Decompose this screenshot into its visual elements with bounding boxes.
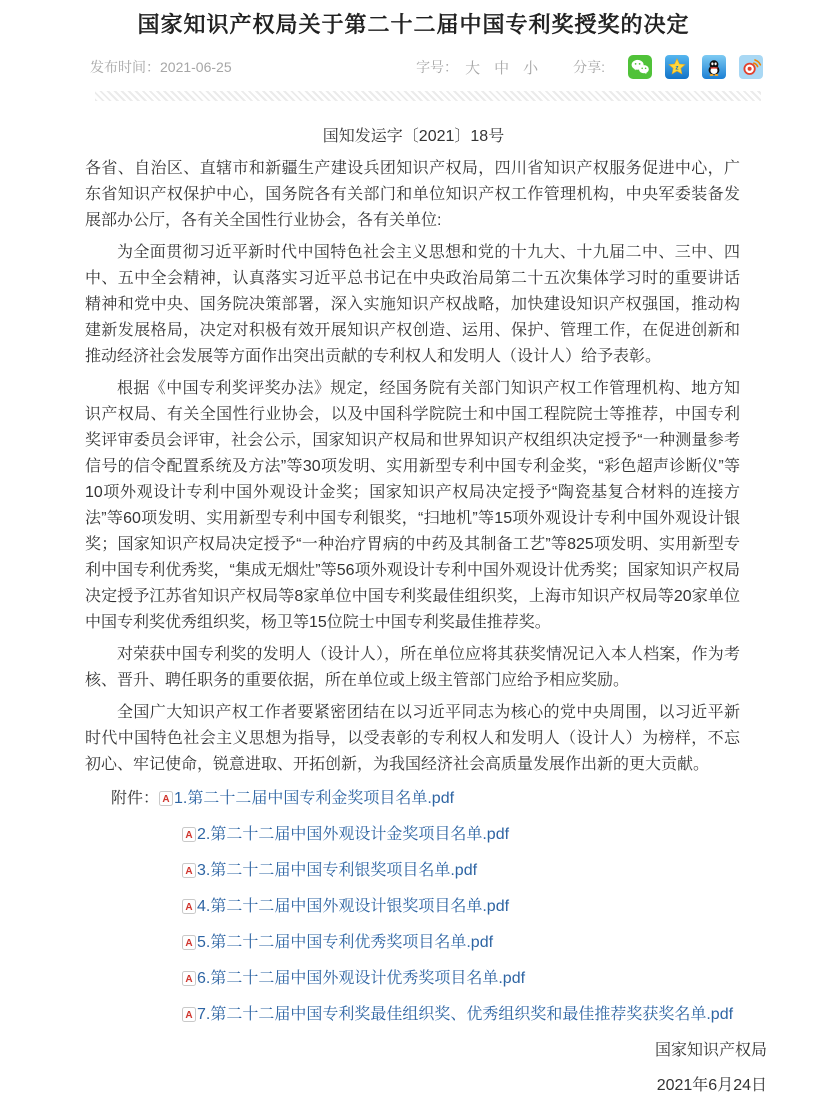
attachments-label: 附件：: [111, 790, 160, 807]
svg-text:A: A: [162, 794, 170, 805]
attachment-row: [111, 1002, 740, 1031]
attachment-row: [111, 894, 740, 923]
paragraph-closing: 全国广大知识产权工作者要紧密团结在以习近平同志为核心的党中央周围，以习近平新时代中国特色社会主义思想为指导，以受表彰的专利权人和发明人（设计人）为榜样，不忘初心、牢记使命，锐意进取、开拓创新，为我国经济社会高质量发展作出新的更大贡献。: [85, 704, 740, 773]
signature-org: 国家知识产权局: [654, 1042, 767, 1059]
attachment-link-5[interactable]: [182, 934, 493, 951]
pdf-icon: [182, 897, 196, 923]
pdf-icon: [182, 861, 196, 887]
attachment-link-4[interactable]: [182, 898, 509, 915]
attachment-row: [111, 930, 740, 959]
share-label: 分享:: [573, 59, 605, 75]
svg-text:A: A: [185, 1010, 193, 1021]
pdf-icon: [159, 789, 173, 815]
svg-text:A: A: [185, 974, 193, 985]
attachment-link-1[interactable]: [159, 790, 454, 807]
svg-text:A: A: [185, 902, 193, 913]
attachment-row: [111, 786, 740, 815]
font-size-small-button[interactable]: 小: [523, 59, 539, 77]
svg-text:A: A: [185, 830, 193, 841]
font-size-label: 字号：: [416, 59, 459, 75]
publish-time: [90, 57, 232, 77]
attachment-row: [111, 966, 740, 995]
svg-text:A: A: [185, 938, 193, 949]
paragraph-preamble: 为全面贯彻习近平新时代中国特色社会主义思想和党的十九大、十九届二中、三中、四中、五中全会精神，认真落实习近平总书记在中央政治局第二十五次集体学习时的重要讲话精神和党中央、国务院决策部署，深入实施知识产权战略，加快建设知识产权强国，推动构建新发展格局，决定对积极有效开展知识产权创造、运用、保护、管理工作，在促进创新和推动经济社会发展等方面作出突出贡献的专利权人和发明人（设计人）给予表彰。: [85, 244, 740, 365]
doc-number: 国知发运字〔2021〕18号: [322, 128, 505, 145]
attachment-label: 1.第二十二届中国专利金奖项目名单.pdf: [174, 790, 455, 807]
attachment-link-2[interactable]: [182, 826, 509, 843]
attachment-label: 3.第二十二届中国专利银奖项目名单.pdf: [197, 862, 478, 879]
toolbar: [416, 55, 763, 79]
hatched-divider: [95, 91, 761, 101]
attachment-label: 5.第二十二届中国专利优秀奖项目名单.pdf: [197, 934, 494, 951]
publish-time-label: 发布时间：: [90, 59, 160, 75]
meta-bar: [90, 55, 763, 79]
signature-date: 2021年6月24日: [656, 1077, 767, 1094]
pdf-icon: [182, 1005, 196, 1031]
attachment-label: 7.第二十二届中国专利奖最佳组织奖、优秀组织奖和最佳推荐奖获奖名单.pdf: [197, 1006, 734, 1023]
article-body: [85, 156, 767, 1099]
attachment-row: [111, 822, 740, 851]
qq-share-icon[interactable]: [702, 55, 726, 79]
font-size-large-button[interactable]: 大: [465, 59, 481, 77]
publish-date-value: 2021-06-25: [160, 59, 232, 75]
attachment-label: 2.第二十二届中国外观设计金奖项目名单.pdf: [197, 826, 510, 843]
pdf-icon: [182, 825, 196, 851]
attachment-link-6[interactable]: [182, 970, 525, 987]
paragraph-addressees: 各省、自治区、直辖市和新疆生产建设兵团知识产权局，四川省知识产权服务促进中心，广东省知识产权保护中心，国务院各有关部门和单位知识产权工作管理机构，中央军委装备发展部办公厅，各有关全国性行业协会，各有关单位:: [85, 160, 740, 229]
font-size-medium-button[interactable]: 中: [494, 59, 510, 77]
wechat-share-icon[interactable]: [628, 55, 652, 79]
qzone-share-icon[interactable]: [665, 55, 689, 79]
weibo-share-icon[interactable]: [739, 55, 763, 79]
attachment-label: 6.第二十二届中国外观设计优秀奖项目名单.pdf: [197, 970, 526, 987]
paragraph-records: 对荣获中国专利奖的发明人（设计人），所在单位应将其获奖情况记入本人档案，作为考核、晋升、聘任职务的重要依据，所在单位或上级主管部门应给予相应奖励。: [85, 646, 740, 689]
attachment-link-7[interactable]: [182, 1006, 733, 1023]
paragraph-awards: 根据《中国专利奖评奖办法》规定，经国务院有关部门知识产权工作管理机构、地方知识产权局、有关全国性行业协会，以及中国科学院院士和中国工程院院士等推荐，中国专利奖评审委员会评审，社会公示，国家知识产权局和世界知识产权组织决定授予“一种测量参考信号的信令配置系统及方法”等30项发明、实用新型专利中国专利金奖，“彩色超声诊断仪”等10项外观设计专利中国外观设计金奖；国家知识产权局决定授予“陶瓷基复合材料的连接方法”等60项发明、实用新型专利中国专利银奖，“扫地机”等15项外观设计专利中国外观设计银奖；国家知识产权局决定授予“一种治疗胃病的中药及其制备工艺”等825项发明、实用新型专利中国专利优秀奖，“集成无烟灶”等56项外观设计专利中国外观设计优秀奖；国家知识产权局决定授予江苏省知识产权局等8家单位中国专利奖最佳组织奖，上海市知识产权局等20家单位中国专利奖优秀组织奖，杨卫等15位院士中国专利奖最佳推荐奖。: [85, 380, 740, 631]
pdf-icon: [182, 969, 196, 995]
svg-text:A: A: [185, 866, 193, 877]
attachment-row: [111, 858, 740, 887]
svg-text:z: z: [675, 64, 679, 72]
attachment-link-3[interactable]: [182, 862, 477, 879]
page-title: 国家知识产权局关于第二十二届中国专利奖授奖的决定: [137, 12, 690, 37]
attachments-list: [111, 786, 740, 1031]
pdf-icon: [182, 933, 196, 959]
attachment-label: 4.第二十二届中国外观设计银奖项目名单.pdf: [197, 898, 510, 915]
